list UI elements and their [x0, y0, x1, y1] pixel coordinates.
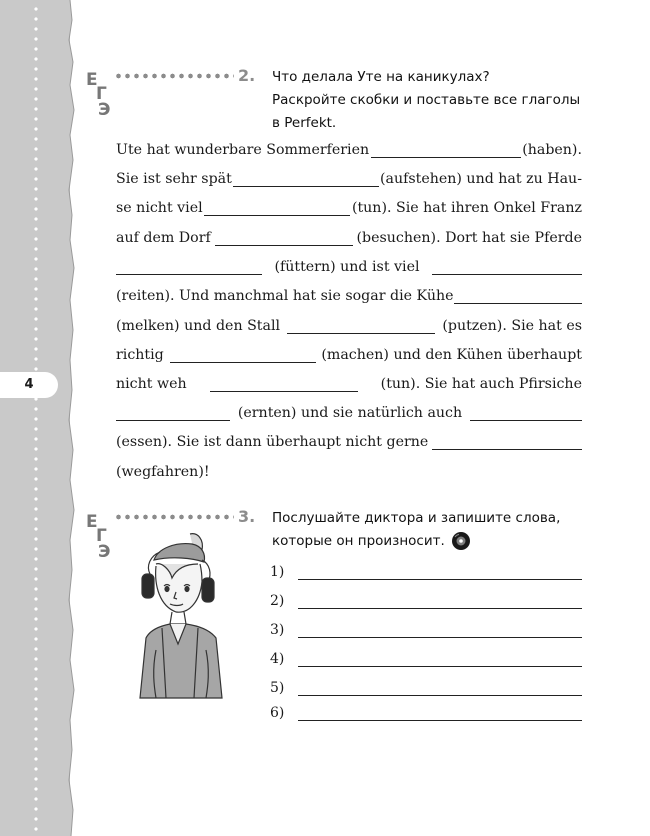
text-fragment: (füttern) und ist viel: [274, 259, 420, 275]
answer-blank[interactable]: [470, 407, 582, 421]
answer-number: 5): [270, 680, 285, 696]
answer-row: [270, 676, 582, 696]
ege-badge-letter: Э: [98, 100, 111, 120]
answer-number: 3): [270, 622, 285, 638]
text-fragment: (putzen). Sie hat es: [442, 318, 582, 334]
exercise-line: [116, 138, 582, 158]
ege-badge-letter: Е: [86, 70, 98, 90]
answer-blank[interactable]: [116, 261, 262, 275]
answer-number: 4): [270, 651, 285, 667]
instruction-text: которые он произносит.: [272, 533, 445, 549]
text-fragment: (machen) und den Kühen überhaupt: [321, 347, 582, 363]
answer-blank[interactable]: [287, 320, 435, 334]
answer-blank[interactable]: [116, 407, 230, 421]
spine-binding-holes: [34, 4, 38, 834]
exercise-line: [116, 372, 582, 392]
answer-blank[interactable]: [298, 654, 582, 667]
answer-row: [270, 589, 582, 609]
cd-disc-icon: [451, 531, 471, 551]
answer-blank[interactable]: [298, 708, 582, 721]
ege-badge-letter: Г: [96, 526, 107, 546]
answer-row: [270, 647, 582, 667]
ege-badge-letter: Э: [98, 542, 111, 562]
instruction-line: Раскройте скобки и поставьте все глаголы: [272, 92, 581, 108]
girl-with-headphones-illustration: [132, 530, 230, 710]
answer-blank[interactable]: [454, 290, 583, 304]
text-fragment: (tun). Sie hat ihren Onkel Franz: [351, 200, 582, 216]
answer-blank[interactable]: [432, 261, 582, 275]
answer-row: [270, 701, 582, 721]
exercise-3-instruction: [272, 507, 560, 553]
exercise-line: [116, 401, 582, 421]
answer-blank[interactable]: [233, 173, 379, 187]
exercise-line: [116, 343, 582, 363]
text-fragment: (melken) und den Stall: [116, 318, 281, 334]
text-fragment: (tun). Sie hat auch Pfirsiche: [380, 376, 582, 392]
answer-blank[interactable]: [298, 625, 582, 638]
answer-blank[interactable]: [298, 596, 582, 609]
exercise-line: [116, 167, 582, 187]
exercise-line: [116, 430, 582, 450]
exercise-3-number: 3.: [238, 507, 256, 526]
text-fragment: (essen). Sie ist dann überhaupt nicht gerne: [116, 434, 429, 450]
answer-number: 6): [270, 705, 285, 721]
text-fragment: richtig: [116, 347, 164, 363]
text-fragment: (besuchen). Dort hat sie Pferde: [356, 230, 582, 246]
instruction-line: Послушайте диктора и запишите слова,: [272, 510, 561, 526]
text-fragment: (ernten) und sie natürlich auch: [237, 405, 463, 421]
answer-row: [270, 560, 582, 580]
exercise-line: [116, 226, 582, 246]
answer-blank[interactable]: [298, 683, 582, 696]
instruction-line: Что делала Уте на каникулах?: [272, 69, 490, 85]
answer-number: 2): [270, 593, 285, 609]
ege-badge-letter: Г: [96, 84, 107, 104]
text-fragment: (reiten). Und manchmal hat sie sogar die Kühe: [116, 288, 454, 304]
text-fragment: (haben).: [522, 142, 582, 158]
page-spine: [0, 0, 70, 836]
text-fragment: (wegfahren)!: [116, 464, 210, 480]
text-fragment: (aufstehen) und hat zu Hau-: [379, 171, 582, 187]
text-fragment: Sie ist sehr spät: [116, 171, 232, 187]
answer-row: [270, 618, 582, 638]
answer-blank[interactable]: [432, 436, 582, 450]
answer-blank[interactable]: [170, 349, 316, 363]
exercise-line: [116, 460, 582, 480]
answer-blank[interactable]: [298, 567, 582, 580]
exercise-2-instruction: [272, 66, 580, 135]
instruction-line: в Perfekt.: [272, 115, 337, 131]
text-fragment: auf dem Dorf: [116, 230, 211, 246]
text-fragment: nicht weh: [116, 376, 187, 392]
answer-number: 1): [270, 564, 285, 580]
instruction-line: [272, 530, 560, 553]
dotted-leader: [114, 514, 234, 520]
exercise-line: [116, 196, 582, 216]
ege-badge-letter: Е: [86, 512, 98, 532]
dotted-leader: [114, 73, 234, 79]
exercise-line: [116, 314, 582, 334]
torn-page-edge: [62, 0, 80, 836]
page-number: 4: [0, 372, 58, 398]
answer-blank[interactable]: [210, 378, 358, 392]
exercise-line: [116, 284, 582, 304]
answer-blank[interactable]: [204, 202, 350, 216]
text-fragment: Ute hat wunderbare Sommerferien: [116, 142, 370, 158]
exercise-line: [116, 255, 582, 275]
answer-blank[interactable]: [371, 144, 521, 158]
text-fragment: se nicht viel: [116, 200, 203, 216]
answer-blank[interactable]: [215, 232, 353, 246]
exercise-2-number: 2.: [238, 66, 256, 85]
